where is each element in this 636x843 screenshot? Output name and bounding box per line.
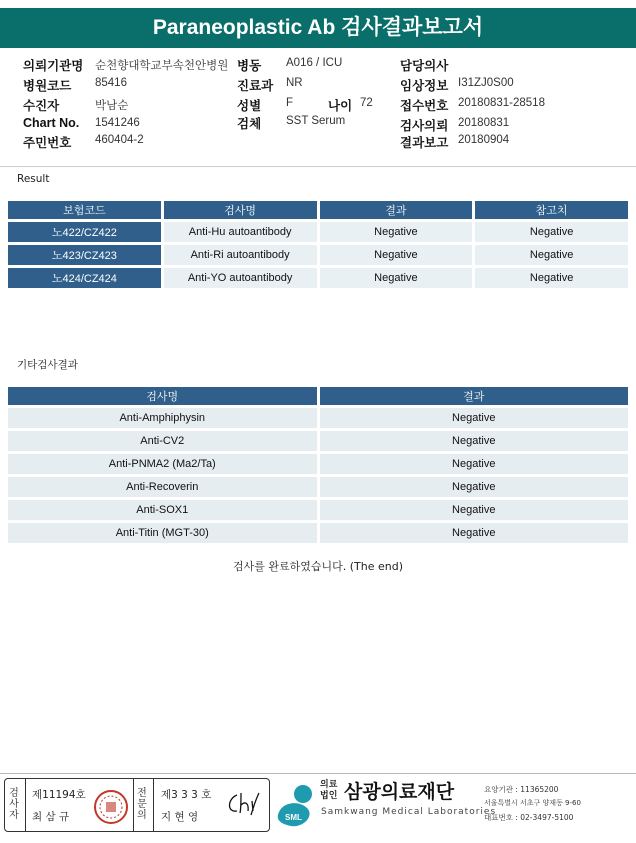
tester-label: 검사자: [9, 788, 19, 821]
column-header: 결과: [320, 201, 473, 219]
table-row: [8, 431, 628, 451]
other-table-header: [8, 387, 628, 405]
institution-label: 의뢰기관명: [23, 59, 84, 73]
ssn-label: 주민번호: [23, 136, 72, 150]
test-name-cell: Anti-Titin (MGT-30): [8, 523, 317, 543]
other-section-title: 기타검사결과: [17, 359, 78, 371]
test-name-cell: Anti-Amphiphysin: [8, 408, 317, 428]
report-header: [0, 48, 636, 167]
ssn-value: 460404-2: [95, 134, 144, 146]
table-row: [8, 477, 628, 497]
ward-label: 병동: [237, 59, 262, 73]
sex-value: F: [286, 97, 294, 109]
other-tests-table: [5, 384, 631, 546]
specialist-name: 지 현 영: [161, 811, 199, 823]
request-value: 20180831: [458, 117, 510, 129]
receipt-value: 20180831-28518: [458, 97, 545, 109]
patient-label: 수진자: [23, 99, 60, 113]
report-date-value: 20180904: [458, 134, 510, 146]
result-cell: Negative: [320, 222, 473, 242]
logo-text: SML: [285, 813, 302, 822]
age-value: 72: [360, 97, 373, 109]
chart-value: 1541246: [95, 117, 140, 129]
test-name-cell: Anti-PNMA2 (Ma2/Ta): [8, 454, 317, 474]
org-english-name: Samkwang Medical Laboratories: [321, 807, 497, 817]
receipt-label: 접수번호: [400, 99, 449, 113]
sml-logo-icon: [273, 782, 319, 830]
clinical-value: I31ZJ0S00: [458, 77, 514, 89]
org-prefix: 의료법인: [320, 780, 338, 801]
tester-name: 최 삼 규: [32, 811, 70, 823]
column-header: 검사명: [8, 387, 317, 405]
report-footer: [0, 773, 636, 843]
request-label: 검사의뢰: [400, 119, 449, 133]
column-header: 참고치: [475, 201, 628, 219]
age-label: 나이: [328, 99, 353, 113]
specimen-label: 검체: [237, 117, 262, 131]
table-row: [8, 500, 628, 520]
test-name-cell: Anti-YO autoantibody: [164, 268, 317, 288]
dept-label: 진료과: [237, 79, 274, 93]
column-header: 검사명: [164, 201, 317, 219]
table-row: [8, 245, 628, 265]
doctor-label: 담당의사: [400, 59, 449, 73]
hospital-code-label: 병원코드: [23, 79, 72, 93]
test-name-cell: Anti-Recoverin: [8, 477, 317, 497]
column-header: 보험코드: [8, 201, 161, 219]
insurance-code-cell: 노423/CZ423: [8, 245, 161, 265]
result-table: [5, 198, 631, 291]
test-name-cell: Anti-Hu autoantibody: [164, 222, 317, 242]
reference-cell: Negative: [475, 268, 628, 288]
org-phone: 대표번호 : 02-3497-5100: [484, 813, 574, 822]
report-title: Paraneoplastic Ab 검사결과보고서: [0, 8, 636, 48]
test-name-cell: Anti-Ri autoantibody: [164, 245, 317, 265]
signature-box: [4, 778, 270, 832]
result-cell: Negative: [320, 477, 629, 497]
column-header: 결과: [320, 387, 629, 405]
result-cell: Negative: [320, 245, 473, 265]
result-table-header: [8, 201, 628, 219]
org-name: 삼광의료재단: [344, 782, 455, 803]
patient-value: 박남순: [95, 100, 129, 112]
report-date-label: 결과보고: [400, 136, 449, 150]
hospital-code-value: 85416: [95, 77, 127, 89]
signature-icon: [223, 789, 263, 821]
sex-label: 성별: [237, 99, 262, 113]
table-row: [8, 523, 628, 543]
table-row: [8, 454, 628, 474]
result-cell: Negative: [320, 500, 629, 520]
result-cell: Negative: [320, 408, 629, 428]
table-row: [8, 222, 628, 242]
table-row: [8, 408, 628, 428]
org-number: 요양기관 : 11365200: [484, 785, 559, 794]
result-cell: Negative: [320, 268, 473, 288]
tester-license-no: 제11194호: [32, 789, 86, 801]
chart-label: Chart No.: [23, 116, 80, 130]
insurance-code-cell: 노424/CZ424: [8, 268, 161, 288]
seal-stamp-icon: [93, 789, 129, 825]
result-cell: Negative: [320, 431, 629, 451]
result-section-title: Result: [17, 173, 50, 185]
reference-cell: Negative: [475, 245, 628, 265]
result-cell: Negative: [320, 454, 629, 474]
org-address: 서울특별시 서초구 양재동 9-60: [484, 799, 581, 807]
institution-value: 순천향대학교부속천안병원: [95, 60, 229, 72]
test-name-cell: Anti-CV2: [8, 431, 317, 451]
specialist-license-no: 제3 3 3 호: [161, 789, 212, 801]
dept-value: NR: [286, 77, 303, 89]
specimen-value: SST Serum: [286, 115, 346, 127]
end-note: 검사를 완료하였습니다. (The end): [232, 560, 403, 573]
result-cell: Negative: [320, 523, 629, 543]
insurance-code-cell: 노422/CZ422: [8, 222, 161, 242]
specialist-label: 전문의: [137, 788, 147, 821]
reference-cell: Negative: [475, 222, 628, 242]
test-name-cell: Anti-SOX1: [8, 500, 317, 520]
clinical-label: 임상정보: [400, 79, 449, 93]
ward-value: A016 / ICU: [286, 57, 343, 69]
table-row: [8, 268, 628, 288]
